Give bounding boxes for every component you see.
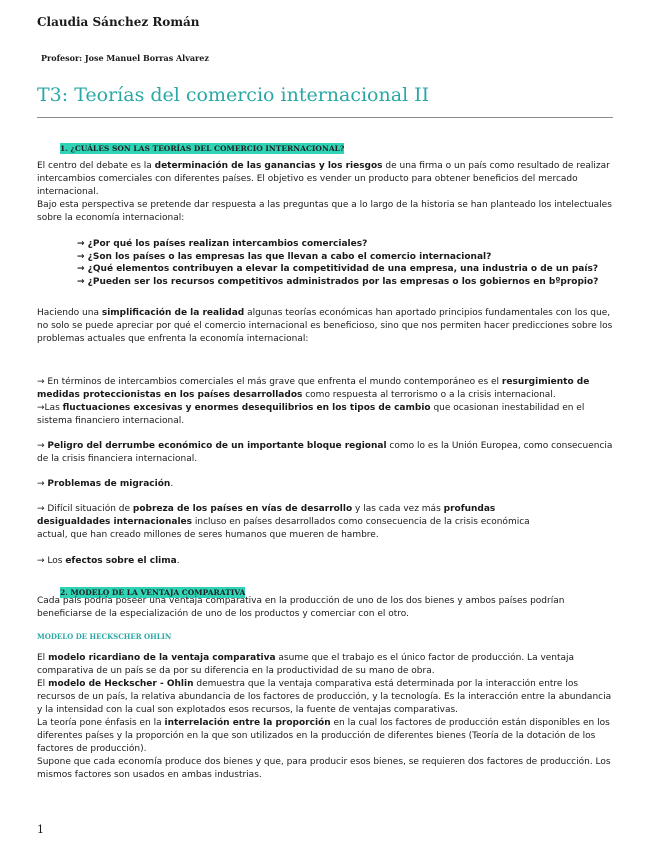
- p3-bold: simplificación de la realidad: [101, 308, 245, 318]
- question-list: [77, 238, 598, 288]
- p6-text-a: →: [37, 441, 48, 451]
- professor-name: Profesor: Jose Manuel Borras Alvarez: [41, 53, 209, 63]
- p13-text-a: La teoría pone énfasis en la: [37, 718, 165, 728]
- p8-bold-2: profundas desigualdades internacionales: [37, 504, 496, 527]
- p11-text-a: El: [37, 653, 49, 663]
- p1-bold: determinación de las ganancias y los riesgos: [154, 161, 383, 171]
- section-1-heading-text: 1. ¿CUÁLES SON LAS TEORÍAS DEL COMERCIO INTERNACIONAL?: [60, 144, 345, 153]
- p11-text-c: asume que el trabajo es el único factor de producción. La ventaja comparativa de un país se da por su diferencia en la productividad de su mano de obra.: [37, 653, 575, 676]
- p1-text-c: de una firma o un país como resultado de realizar intercambios comerciales con diferentes países. El objetivo es vender un producto para obtener beneficios del mercado internacional.: [37, 161, 610, 197]
- problem-regional-bloc: [37, 440, 613, 466]
- p8-text-a: → Difícil situación de: [37, 504, 133, 514]
- p6-bold: Peligro del derrumbe económico de un importante bloque regional: [47, 441, 387, 451]
- problem-climate: [37, 555, 613, 568]
- author-name: Claudia Sánchez Román: [37, 15, 200, 29]
- question-item: → ¿Son los países o las empresas las que llevan a cabo el comercio internacional?: [77, 251, 492, 262]
- p4-text-a: → En términos de intercambios comerciales el más grave que enfrenta el mundo contemporáneo es el: [37, 377, 502, 387]
- paragraph-2: Bajo esta perspectiva se pretende dar respuesta a las preguntas que a lo largo de la historia se han planteado los intelectuales sobre la economía internacional:: [37, 200, 612, 223]
- p11-bold: modelo ricardiano de la ventaja comparativa: [48, 653, 276, 663]
- p12-text-c: demuestra que la ventaja comparativa está determinada por la interacción entre los recursos de un país, la relativa abundancia de los factores de producción, y la tecnología. Es la interacción entre la abundancia y la intensidad con la cual son explotados esos recursos, la fuente de ventajas comparativas.: [37, 679, 612, 715]
- paragraph-comparative-advantage: Cada país podría poseer una ventaja comparativa en la producción de uno de los dos bienes y ambos países podrían beneficiarse de la especialización de uno de los productos y comerciar con el otro.: [37, 596, 565, 619]
- paragraph-3: [37, 307, 613, 346]
- p5-bold: fluctuaciones excesivas y enormes desequilibrios en los tipos de cambio: [62, 403, 431, 413]
- p4-text-c: como respuesta al terrorismo o a la crisis internacional.: [302, 390, 556, 400]
- question-item: → ¿Por qué los países realizan intercambios comerciales?: [77, 239, 368, 249]
- p7-text-c: .: [170, 479, 174, 489]
- p9-bold: efectos sobre el clima: [65, 556, 177, 566]
- p9-text-c: .: [176, 556, 180, 566]
- paragraph-1: [37, 160, 613, 199]
- p13-text-c: en la cual los factores de producción están disponibles en los diferentes países y la proporción en la que son utilizados en la producción de diferentes bienes (Teoría de la dotación de los factores de producción).: [37, 718, 610, 754]
- p12-bold: modelo de Heckscher - Ohlin: [48, 679, 194, 689]
- p13-bold: interrelación entre la proporción: [164, 718, 331, 728]
- p6-text-c: como lo es la Unión Europea, como consecuencia de la crisis financiera internacional.: [37, 441, 613, 464]
- paragraph-4: [37, 376, 613, 428]
- p5-text-c: que ocasionan inestabilidad en el sistema financiero internacional.: [37, 403, 585, 426]
- p7-bold: Problemas de migración: [47, 479, 171, 489]
- problem-poverty: [37, 503, 552, 542]
- paragraph-assumptions: Supone que cada economía produce dos bienes y que, para producir esos bienes, se requieren dos factores de producción. Los mismos factores son usados en ambas industrias.: [37, 757, 611, 780]
- question-item: → ¿Qué elementos contribuyen a elevar la competitividad de una empresa, una industria o de un país?: [77, 264, 599, 274]
- section-2-heading-text: 2. MODELO DE LA VENTAJA COMPARATIVA: [60, 588, 246, 597]
- p4-bold: resurgimiento de medidas proteccionistas en los países desarrollados: [37, 377, 590, 400]
- p5-text-a: →Las: [37, 403, 63, 413]
- p1-text-a: El centro del debate es la: [37, 161, 155, 171]
- section-1-heading: [60, 136, 344, 155]
- subheading-heckscher-ohlin: MODELO DE HECKSCHER OHLIN: [37, 632, 172, 641]
- paragraph-models: [37, 652, 613, 782]
- paragraph-ricardian: [37, 652, 613, 678]
- p8-text-c: y las cada vez más: [352, 504, 444, 514]
- page-number: 1: [37, 823, 44, 836]
- problem-migration: [37, 478, 613, 491]
- p12-text-a: El: [37, 679, 49, 689]
- page-title: T3: Teorías del comercio internacional II: [37, 84, 430, 106]
- p7-text-a: →: [37, 479, 48, 489]
- question-item: → ¿Pueden ser los recursos competitivos administrados por las empresas o los gobiernos en bºpropio?: [77, 276, 599, 287]
- p9-text-a: → Los: [37, 556, 66, 566]
- p8-text-e: incluso en países desarrollados como consecuencia de la crisis económica actual, que han creado millones de seres humanos que mueren de hambre.: [37, 517, 530, 540]
- paragraph-heckscher-ohlin: [37, 678, 613, 717]
- title-divider: [37, 117, 613, 118]
- paragraph-proportion: [37, 717, 613, 756]
- problem-exchange-rates: [37, 402, 613, 428]
- problem-protectionism: [37, 376, 613, 402]
- p3-text-c: algunas teorías económicas han aportado principios fundamentales con los que, no solo se puede apreciar por qué el comercio internacional es beneficioso, sino que nos permiten hacer predicciones sobre los problemas actuales que enfrenta la economía internacional:: [37, 308, 613, 344]
- p8-bold-1: pobreza de los países en vías de desarrollo: [132, 504, 353, 514]
- p3-text-a: Haciendo una: [37, 308, 102, 318]
- paragraph-intro: [37, 160, 613, 225]
